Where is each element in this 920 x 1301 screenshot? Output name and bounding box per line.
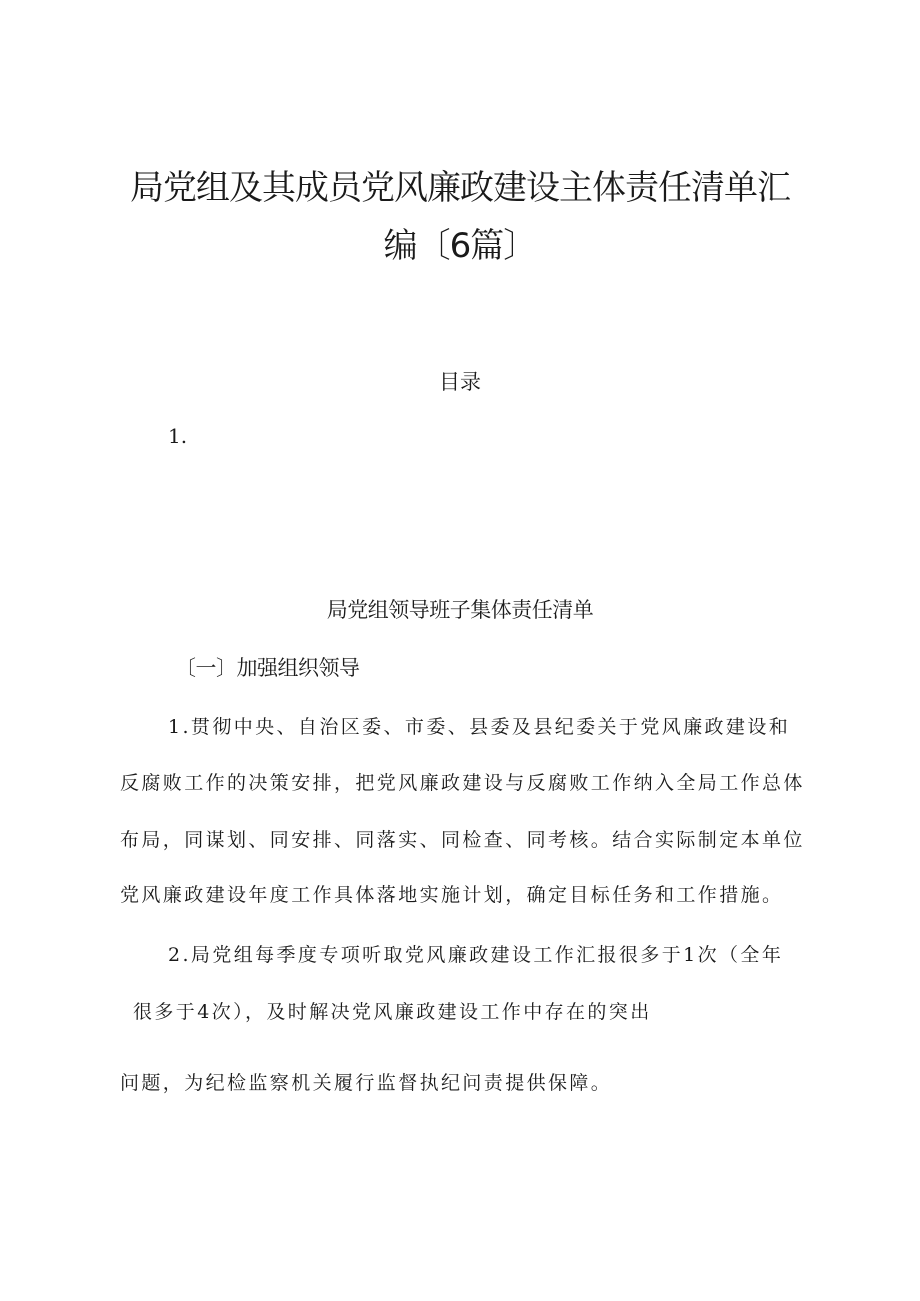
document-title-line-2: 编〔6篇〕: [383, 226, 537, 266]
toc-item: 1.: [168, 424, 188, 448]
document-title-line-1: 局党组及其成员党风廉政建设主体责任清单汇: [130, 168, 790, 208]
paragraph-line: 2.局党组每季度专项听取党风廉政建设工作汇报很多于1次（全年: [168, 944, 784, 966]
paragraph-line: 1.贯彻中央、自治区委、市委、县委及县纪委关于党风廉政建设和: [168, 716, 791, 738]
paragraph-line: 反腐败工作的决策安排，把党风廉政建设与反腐败工作纳入全局工作总体: [120, 772, 805, 794]
paragraph-line: 党风廉政建设年度工作具体落地实施计划，确定目标任务和工作措施。: [120, 884, 784, 906]
paragraph-line: 问题，为纪检监察机关履行监督执纪问责提供保障。: [120, 1072, 613, 1094]
sub-heading: 〔一〕加强组织领导: [175, 656, 360, 680]
section-title: 局党组领导班子集体责任清单: [326, 598, 594, 622]
paragraph-line: 很多于4次），及时解决党风廉政建设工作中存在的突出: [133, 1001, 652, 1023]
toc-heading: 目录: [439, 370, 481, 394]
paragraph-line: 布局，同谋划、同安排、同落实、同检查、同考核。结合实际制定本单位: [120, 829, 805, 851]
